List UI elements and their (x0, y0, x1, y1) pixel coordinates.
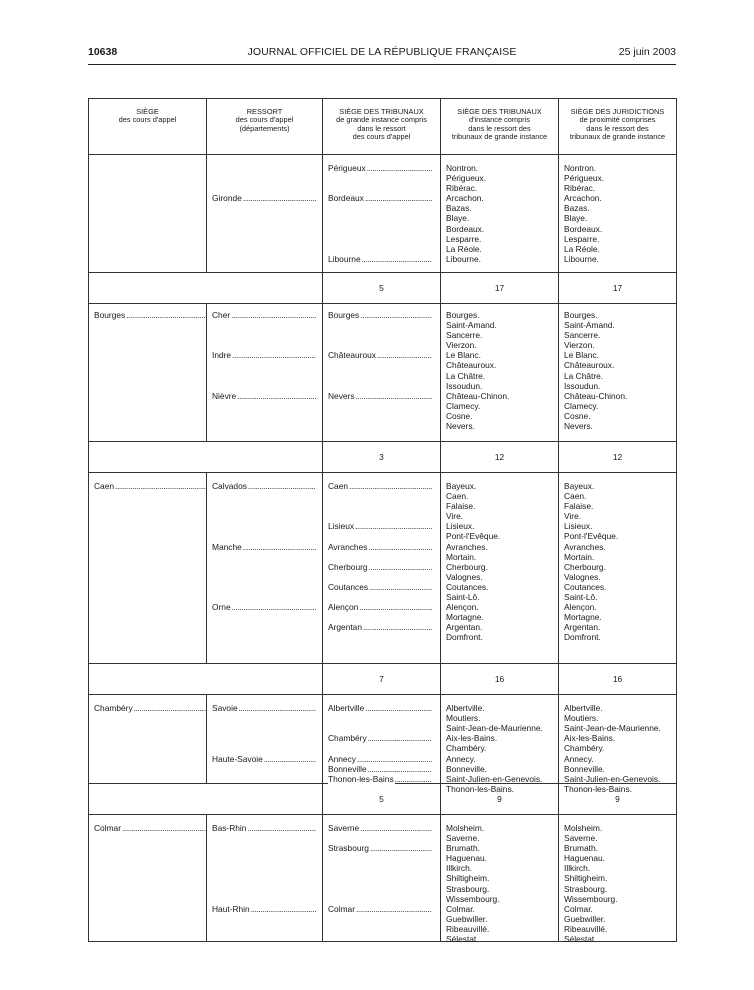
tgi-name: Argentan ..... (328, 622, 432, 632)
list-item: Bordeaux. (446, 223, 485, 234)
juridiction-proximite-list (564, 562, 606, 582)
list-item: Saint-Jean-de-Maurienne. (564, 723, 661, 734)
list-item: Châteauroux. (564, 360, 615, 371)
list-item: Sélestat. (446, 934, 479, 945)
tribunal-instance-list (446, 562, 488, 582)
tgi-cell (323, 695, 441, 784)
court-cell (89, 815, 207, 942)
total-value: 5 (323, 784, 441, 815)
list-item: Arcachon. (564, 193, 602, 204)
department-name: Haute-Savoie ..... (212, 754, 316, 764)
tgi-cell (323, 155, 441, 273)
list-item: Blaye. (564, 213, 588, 224)
column-header-court: SIÈGE des cours d'appel (89, 99, 207, 155)
total-value: 12 (559, 442, 677, 473)
list-item: Molsheim. (446, 823, 485, 833)
block-row (89, 815, 677, 942)
list-item: Clamecy. (564, 400, 599, 411)
jp-cell (559, 815, 677, 945)
tribunal-instance-list (446, 350, 496, 390)
juridiction-proximite-list (564, 254, 599, 264)
totals-spacer (89, 273, 323, 304)
juridiction-proximite-list (564, 481, 594, 521)
list-item: Ribérac. (446, 183, 478, 194)
list-item: Chambéry. (446, 743, 487, 754)
list-item: Arcachon. (446, 193, 484, 204)
total-value: 7 (323, 664, 441, 695)
juridiction-proximite-list (564, 582, 606, 602)
tgi-name: Lisieux ..... (328, 521, 432, 531)
tribunal-instance-list (446, 542, 488, 562)
list-item: Périgueux. (446, 173, 487, 184)
list-item: Lesparre. (446, 233, 482, 244)
tgi-name: Cherbourg ..... (328, 562, 432, 572)
list-item: Molsheim. (564, 823, 603, 833)
list-item: La Réole. (564, 243, 600, 254)
list-item: Sancerre. (446, 330, 483, 341)
totals-spacer (89, 442, 323, 473)
totals-spacer (89, 664, 323, 695)
list-item: Saint-Amand. (446, 320, 497, 331)
list-item: Cosne. (564, 410, 591, 421)
list-item: Aix-les-Bains. (564, 733, 616, 744)
list-item: Le Blanc. (564, 350, 599, 361)
list-item: Le Blanc. (446, 350, 481, 361)
list-item: Alençon. (564, 602, 597, 613)
tgi-name: Thonon-les-Bains ..... (328, 774, 432, 784)
list-item: Valognes. (446, 571, 483, 582)
tgi-name: Saverne ..... (328, 823, 432, 833)
list-item: Cherbourg. (564, 561, 606, 572)
juridiction-proximite-list (564, 764, 605, 774)
block-row (89, 304, 677, 442)
list-item: Avranches. (446, 541, 488, 552)
court-cell (89, 304, 207, 442)
column-header-tgi: SIÈGE DES TRIBUNAUX de grande instance compris dans le ressort des cours d'appel (323, 99, 441, 155)
list-item: Albertville. (564, 703, 603, 713)
list-item: Colmar. (564, 903, 593, 914)
total-value: 9 (559, 784, 677, 815)
list-item: Argentan. (446, 622, 483, 633)
list-item: Brumath. (564, 843, 598, 854)
column-header-ressort: RESSORT des cours d'appel (départements) (207, 99, 323, 155)
list-item: Argentan. (564, 622, 601, 633)
list-item: Nevers. (564, 421, 593, 432)
tribunal-instance-list (446, 391, 509, 431)
list-item: Moutiers. (564, 713, 599, 724)
total-value: 12 (441, 442, 559, 473)
totals-row (89, 664, 677, 695)
list-item: Vire. (446, 511, 464, 522)
list-item: Saint-Jean-de-Maurienne. (446, 723, 543, 734)
list-item: Albertville. (446, 703, 485, 713)
page-header (88, 46, 676, 60)
list-item: Issoudun. (446, 380, 483, 391)
tgi-name: Nevers ..... (328, 391, 432, 401)
list-item: Bayeux. (564, 481, 595, 491)
totals-spacer (89, 784, 323, 815)
list-item: Coutances. (446, 582, 489, 592)
tgi-name: Colmar ..... (328, 904, 432, 914)
department-name: Bas-Rhin ..... (212, 823, 316, 833)
tgi-cell (323, 304, 441, 442)
tgi-name: Bourges ..... (328, 310, 432, 320)
list-item: Mortain. (446, 551, 477, 562)
list-item: Strasbourg. (564, 883, 608, 894)
department-name: Savoie ..... (212, 703, 316, 713)
list-item: Vire. (564, 511, 582, 522)
issue-date: 25 juin 2003 (618, 46, 676, 58)
tgi-name: Alençon ..... (328, 602, 432, 612)
juridiction-proximite-list (564, 703, 661, 733)
list-item: Aix-les-Bains. (446, 733, 498, 744)
list-item: Nevers. (446, 421, 475, 432)
ti-cell (441, 695, 559, 794)
tribunal-instance-list (446, 310, 497, 350)
list-item: Illkirch. (446, 863, 473, 874)
list-item: Alençon. (446, 602, 479, 613)
court-name: Caen ..... (94, 481, 206, 491)
juridiction-proximite-list (564, 310, 615, 350)
list-item: Cherbourg. (446, 561, 488, 572)
list-item: Falaise. (446, 501, 476, 512)
list-item: Thonon-les-Bains. (564, 783, 632, 794)
tribunal-instance-list (446, 254, 481, 264)
list-item: Brumath. (446, 843, 480, 854)
list-item: Shiltigheim. (564, 873, 608, 884)
total-value: 16 (559, 664, 677, 695)
ressort-cell (207, 815, 323, 942)
juridiction-proximite-list (564, 521, 618, 541)
list-item: Cosne. (446, 410, 473, 421)
total-value: 17 (441, 273, 559, 304)
list-item: Bayeux. (446, 481, 477, 491)
department-name: Gironde ..... (212, 193, 316, 203)
list-item: Clamecy. (446, 400, 481, 411)
tribunal-instance-list (446, 774, 542, 794)
department-name: Orne ..... (212, 602, 316, 612)
list-item: Ribeauvillé. (446, 923, 490, 934)
list-item: Lisieux. (446, 521, 475, 532)
list-item: Valognes. (564, 571, 601, 582)
block-row (89, 473, 677, 664)
juridiction-proximite-list (564, 350, 614, 390)
list-item: Saint-Amand. (564, 320, 615, 331)
list-item: Nontron. (564, 163, 597, 173)
list-item: Château-Chinon. (564, 390, 628, 401)
tribunal-instance-list (446, 582, 488, 602)
juridiction-proximite-list (564, 163, 604, 193)
juridiction-proximite-list (564, 904, 607, 944)
tgi-name: Avranches ..... (328, 542, 432, 552)
list-item: Lisieux. (564, 521, 593, 532)
tgi-name: Caen ..... (328, 481, 432, 491)
list-item: Mortagne. (564, 612, 602, 623)
column-header-jp: SIÈGE DES JURIDICTIONS de proximité comprises dans le ressort des tribunaux de grande instance (559, 99, 677, 155)
list-item: Caen. (564, 491, 587, 502)
court-cell (89, 473, 207, 664)
total-value: 5 (323, 273, 441, 304)
list-item: Coutances. (564, 582, 607, 592)
tribunal-instance-list (446, 703, 543, 733)
list-item: Haguenau. (564, 853, 605, 864)
list-item: Saint-Lô. (446, 592, 480, 603)
department-name: Cher ..... (212, 310, 316, 320)
list-item: Bazas. (564, 203, 590, 214)
tribunal-instance-list (446, 602, 484, 622)
list-item: Wissembourg. (446, 893, 500, 904)
total-value: 17 (559, 273, 677, 304)
list-item: Châteauroux. (446, 360, 497, 371)
list-item: Haguenau. (446, 853, 487, 864)
table-header-row (89, 99, 677, 155)
list-item: Bazas. (446, 203, 472, 214)
list-item: Vierzon. (564, 340, 595, 351)
list-item: Thonon-les-Bains. (446, 783, 514, 794)
list-item: Chambéry. (564, 743, 605, 754)
list-item: Caen. (446, 491, 469, 502)
tribunal-instance-list (446, 622, 483, 642)
juridiction-proximite-list (564, 542, 606, 562)
juridiction-proximite-list (564, 843, 618, 904)
journal-title: JOURNAL OFFICIEL DE LA RÉPUBLIQUE FRANÇAISE (247, 46, 517, 58)
list-item: Falaise. (564, 501, 594, 512)
block-row (89, 695, 677, 784)
tgi-cell (323, 815, 441, 942)
list-item: Blaye. (446, 213, 470, 224)
department-name: Calvados ..... (212, 481, 316, 491)
tgi-cell (323, 473, 441, 664)
department-name: Nièvre ..... (212, 391, 316, 401)
ti-cell (441, 815, 559, 945)
tribunal-instance-list (446, 733, 497, 753)
department-name: Manche ..... (212, 542, 316, 552)
list-item: Issoudun. (564, 380, 601, 391)
list-item: Sélestat. (564, 934, 597, 945)
list-item: La Réole. (446, 243, 482, 254)
list-item: Guebwiller. (446, 913, 488, 924)
list-item: Mortagne. (446, 612, 484, 623)
juridiction-proximite-list (564, 391, 627, 431)
tribunal-instance-list (446, 163, 486, 193)
tribunal-instance-list (446, 764, 487, 774)
ressort-cell (207, 473, 323, 664)
list-item: Moutiers. (446, 713, 481, 724)
juridiction-proximite-list (564, 602, 602, 622)
list-item: Saverne. (446, 833, 480, 844)
juridiction-proximite-list (564, 733, 615, 753)
totals-row (89, 273, 677, 304)
list-item: Ribérac. (564, 183, 596, 194)
ti-cell (441, 155, 559, 273)
list-item: Wissembourg. (564, 893, 618, 904)
list-item: Saint-Julien-en-Genevois. (564, 773, 661, 784)
column-header-ti: SIÈGE DES TRIBUNAUX d'instance compris dans le ressort des tribunaux de grande instance (441, 99, 559, 155)
tribunal-instance-list (446, 904, 489, 944)
list-item: Libourne. (446, 253, 481, 264)
list-item: Shiltigheim. (446, 873, 490, 884)
department-name: Indre ..... (212, 350, 316, 360)
jp-cell (559, 155, 677, 273)
court-name: Bourges ..... (94, 310, 206, 320)
list-item: Ribeauvillé. (564, 923, 608, 934)
list-item: Libourne. (564, 253, 599, 264)
list-item: Pont-l'Evêque. (446, 531, 501, 542)
page-number: 10638 (88, 46, 118, 58)
court-name: Chambéry ..... (94, 703, 206, 713)
tgi-name: Bonneville ..... (328, 764, 432, 774)
tgi-name: Châteauroux ..... (328, 350, 432, 360)
list-item: La Châtre. (446, 370, 486, 381)
tgi-name: Coutances ..... (328, 582, 432, 592)
list-item: Domfront. (446, 632, 483, 643)
court-cell (89, 155, 207, 273)
tgi-name: Annecy ..... (328, 754, 432, 764)
header-rule (88, 64, 676, 65)
list-item: Sancerre. (564, 330, 601, 341)
juridiction-proximite-list (564, 193, 602, 254)
tgi-name: Albertville ..... (328, 703, 432, 713)
court-name: Colmar ..... (94, 823, 206, 833)
list-item: Avranches. (564, 541, 606, 552)
total-value: 16 (441, 664, 559, 695)
jurisdiction-table (88, 98, 677, 945)
juridiction-proximite-list (564, 622, 601, 642)
tgi-name: Périgueux ..... (328, 163, 432, 173)
list-item: Domfront. (564, 632, 601, 643)
totals-row (89, 442, 677, 473)
tribunal-instance-list (446, 754, 476, 764)
juridiction-proximite-list (564, 754, 594, 764)
list-item: Mortain. (564, 551, 595, 562)
tribunal-instance-list (446, 193, 484, 254)
ti-cell (441, 304, 559, 442)
ressort-cell (207, 155, 323, 273)
tgi-name: Chambéry ..... (328, 733, 432, 743)
ressort-cell (207, 304, 323, 442)
list-item: Nontron. (446, 163, 479, 173)
tribunal-instance-list (446, 843, 500, 904)
juridiction-proximite-list (564, 823, 602, 843)
tribunal-instance-list (446, 481, 476, 521)
list-item: Périgueux. (564, 173, 605, 184)
list-item: Château-Chinon. (446, 390, 510, 401)
list-item: Vierzon. (446, 340, 477, 351)
list-item: Bourges. (446, 310, 480, 320)
total-value: 3 (323, 442, 441, 473)
jp-cell (559, 473, 677, 664)
jp-cell (559, 304, 677, 442)
list-item: Lesparre. (564, 233, 600, 244)
jp-cell (559, 695, 677, 794)
tgi-name: Libourne ..... (328, 254, 432, 264)
block-row (89, 155, 677, 273)
list-item: Guebwiller. (564, 913, 606, 924)
ressort-cell (207, 695, 323, 784)
list-item: Saint-Lô. (564, 592, 598, 603)
department-name: Haut-Rhin ..... (212, 904, 316, 914)
list-item: Strasbourg. (446, 883, 490, 894)
list-item: Bonneville. (564, 763, 605, 774)
tgi-name: Strasbourg ..... (328, 843, 432, 853)
list-item: Bordeaux. (564, 223, 603, 234)
list-item: Saverne. (564, 833, 598, 844)
tribunal-instance-list (446, 823, 484, 843)
tgi-name: Bordeaux ..... (328, 193, 432, 203)
list-item: Annecy. (446, 753, 476, 764)
total-value: 9 (441, 784, 559, 815)
list-item: Bourges. (564, 310, 598, 320)
list-item: Illkirch. (564, 863, 591, 874)
list-item: Bonneville. (446, 763, 487, 774)
list-item: Colmar. (446, 903, 475, 914)
tribunal-instance-list (446, 521, 500, 541)
juridiction-proximite-list (564, 774, 660, 794)
ti-cell (441, 473, 559, 664)
court-cell (89, 695, 207, 784)
list-item: Annecy. (564, 753, 594, 764)
list-item: La Châtre. (564, 370, 604, 381)
list-item: Pont-l'Evêque. (564, 531, 619, 542)
list-item: Saint-Julien-en-Genevois. (446, 773, 543, 784)
